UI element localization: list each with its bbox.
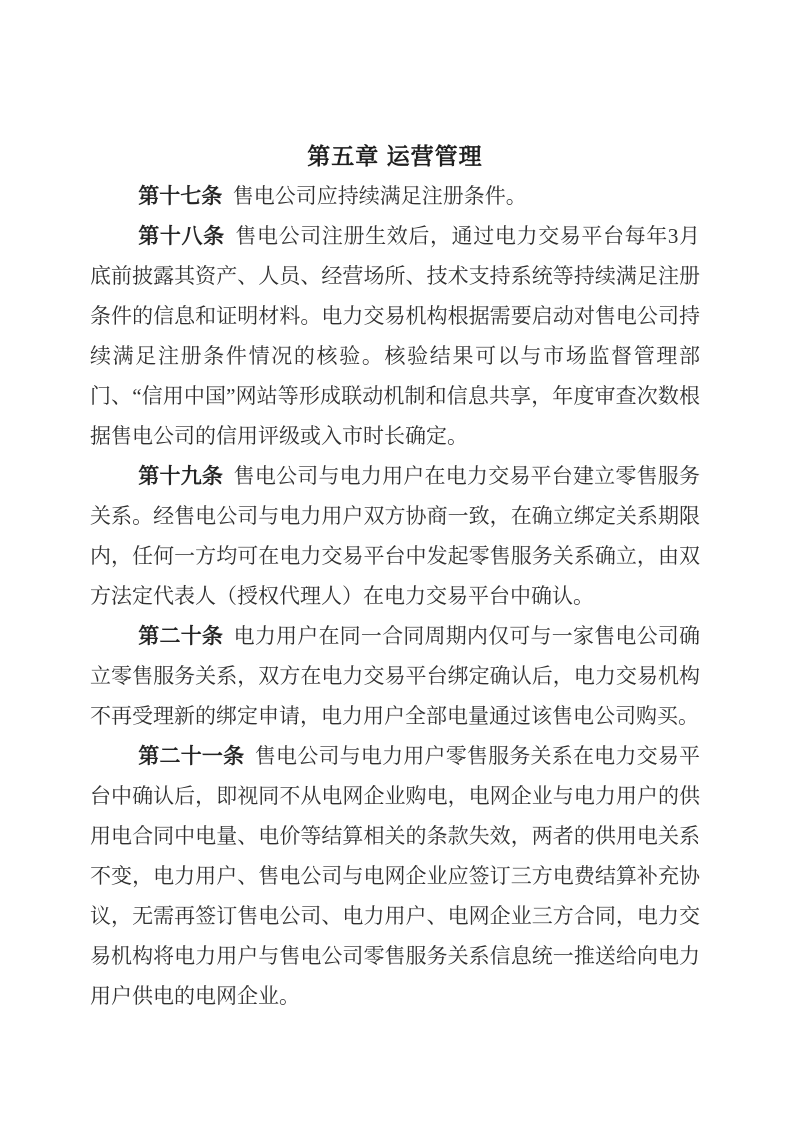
article-19-paragraph bbox=[90, 456, 700, 616]
article-19-text: 售电公司与电力用户在电力交易平台建立零售服务关系。经售电公司与电力用户双方协商一致，在确立绑定关系期限内，任何一方均可在电力交易平台中发起零售服务关系确立，由双方法定代表人（授权代理人）在电力交易平台中确认。 bbox=[90, 464, 701, 608]
article-21-text: 售电公司与电力用户零售服务关系在电力交易平台中确认后，即视同不从电网企业购电，电网企业与电力用户的供用电合同中电量、电价等结算相关的条款失效，两者的供用电关系不变，电力用户、售电公司与电网企业应签订三方电费结算补充协议，无需再签订售电公司、电力用户、电网企业三方合同，电力交易机构将电力用户与售电公司零售服务关系信息统一推送给向电力用户供电的电网企业。 bbox=[90, 744, 701, 1008]
article-20-paragraph bbox=[90, 616, 700, 736]
article-19-number: 第十九条 bbox=[138, 464, 224, 488]
article-21-number: 第二十一条 bbox=[138, 744, 245, 768]
chapter-title: 第五章 运营管理 bbox=[307, 143, 483, 169]
article-18-text: 售电公司注册生效后，通过电力交易平台每年3月底前披露其资产、人员、经营场所、技术支持系统等持续满足注册条件的信息和证明材料。电力交易机构根据需要启动对售电公司持续满足注册条件情况的核验。核验结果可以与市场监督管理部门、“信用中国”网站等形成联动机制和信息共享，年度审查次数根据售电公司的信用评级或入市时长确定。 bbox=[90, 224, 701, 448]
document-body bbox=[90, 176, 700, 1016]
article-20-text: 电力用户在同一合同周期内仅可与一家售电公司确立零售服务关系，双方在电力交易平台绑定确认后，电力交易机构不再受理新的绑定申请，电力用户全部电量通过该售电公司购买。 bbox=[90, 624, 701, 728]
article-21-paragraph bbox=[90, 736, 700, 1016]
article-17-text: 售电公司应持续满足注册条件。 bbox=[232, 184, 527, 208]
article-18-paragraph bbox=[90, 216, 700, 456]
article-20-number: 第二十条 bbox=[138, 624, 224, 648]
article-17-number: 第十七条 bbox=[138, 184, 223, 208]
article-17-paragraph bbox=[90, 176, 700, 216]
article-18-number: 第十八条 bbox=[138, 224, 225, 248]
